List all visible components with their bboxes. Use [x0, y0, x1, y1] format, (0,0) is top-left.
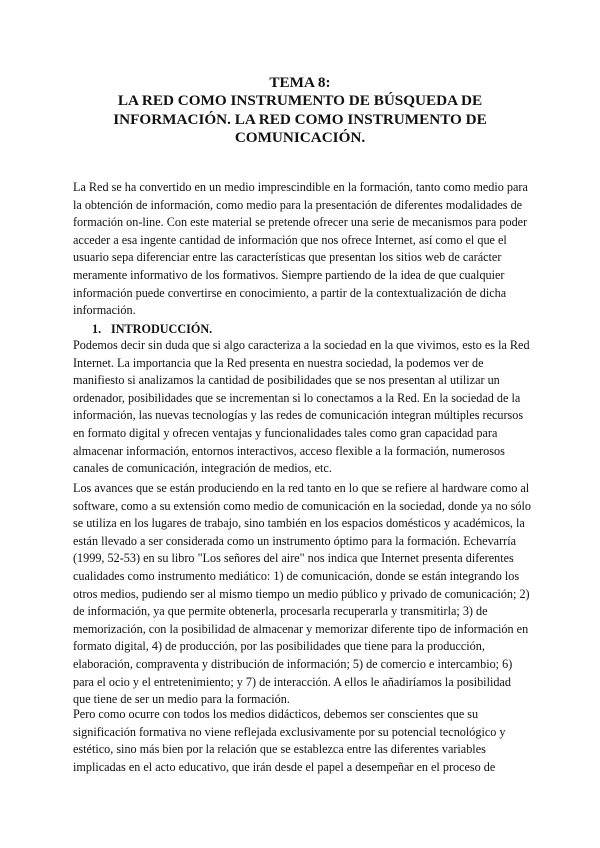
section-number: 1.: [92, 322, 102, 336]
text-line: de información, ya que permite obtenerla, procesarla recuperarla y transmitirla; 3) de: [73, 604, 488, 619]
text-line: elaboración, compraventa y distribución de información; 5) de comercio e intercambio; 6): [73, 656, 513, 671]
text-line: almacenar información, entornos interactivos, acceso flexible a la formación, numerosos: [73, 443, 505, 458]
section-heading: [92, 321, 212, 339]
text-line: significación formativa no viene reflejada exclusivamente por su potencial tecnológico y: [73, 724, 506, 739]
text-line: cualidades como instrumento mediático: 1) de comunicación, donde se están integrando los: [73, 568, 520, 583]
paragraph-2: [73, 480, 533, 709]
text-line: estético, sino más bien por la relación que se establezca entre las diferentes variables: [73, 742, 486, 757]
text-line: ordenador, posibilidades que se incrementan si lo conectamos a la Red. En la sociedad de la: [73, 390, 521, 405]
paragraph-1: [73, 337, 533, 478]
text-line: Pero como ocurre con todos los medios didácticos, debemos ser conscientes que su: [73, 707, 479, 721]
intro-paragraph: [73, 179, 533, 320]
text-line: para el ocio y el entretenimiento; y 7) de interacción. A ellos le añadiríamos la posibilidad: [73, 674, 511, 689]
text-line: memorización, con la posibilidad de almacenar y memorizar diferente tipo de información en: [73, 621, 529, 636]
text-line: en formato digital y ofrecen ventajas y funcionalidades tales como gran capacidad para: [73, 425, 498, 440]
text-line: otros medios, pudiendo ser al mismo tiempo un medio público y privado de comunicación; 2): [73, 586, 530, 601]
text-line: software, como a su extensión como medio de comunicación en la sociedad, donde ya no sólo: [73, 498, 531, 513]
text-line: información.: [73, 303, 136, 318]
text-line: canales de comunicación, integración de medios, etc.: [73, 461, 332, 476]
text-line: usuario sepa diferenciar entre las características que presentan los sitios web de carácter: [73, 250, 502, 265]
text-line: están llevado a ser considerada como un instrumento óptimo para la formación. Echevarría: [73, 533, 516, 548]
text-line: (1999, 52-53) en su libro "Los señores del aire" nos indica que Internet presenta diferentes: [73, 551, 514, 566]
title-line: INFORMACIÓN. LA RED COMO INSTRUMENTO DE: [113, 110, 487, 128]
text-line: información puede convertirse en conocimiento, a partir de la contextualización de dicha: [73, 285, 507, 300]
title-line: COMUNICACIÓN.: [234, 129, 366, 147]
text-line: acceder a esa ingente cantidad de información que nos ofrece Internet, así como el que el: [73, 232, 507, 247]
text-line: La Red se ha convertido en un medio imprescindible en la formación, tanto como medio para: [73, 180, 528, 194]
text-line: Podemos decir sin duda que si algo caracteriza a la sociedad en la que vivimos, esto es la Red: [73, 338, 530, 352]
title-line: LA RED COMO INSTRUMENTO DE BÚSQUEDA DE: [117, 92, 483, 110]
text-line: implicadas en el acto educativo, que irán desde el papel a desempeñar en el proceso de: [73, 759, 496, 774]
text-line: meramente informativo de los formativos. Siempre partiendo de la idea de que cualquier: [73, 267, 505, 282]
text-line: se utiliza en los lugares de trabajo, sino también en los espacios domésticos y académicos, la: [73, 516, 525, 531]
text-line: información, las nuevas tecnologías y las redes de comunicación integran múltiples recursos: [73, 408, 524, 423]
text-line: la obtención de información, como medio para la presentación de diferentes modalidades de: [73, 197, 523, 212]
text-line: manifiesto si analizamos la cantidad de posibilidades que se nos presentan al utilizar un: [73, 373, 500, 388]
text-line: formato digital, 4) de producción, por las posibilidades que tiene para la producción,: [73, 639, 485, 654]
title-line: TEMA 8:: [269, 74, 331, 91]
section-title: INTRODUCCIÓN.: [111, 322, 213, 336]
text-line: Internet. La importancia que la Red presenta en nuestra sociedad, la podemos ver de: [73, 355, 484, 370]
text-line: formación on-line. Con este material se pretende ofrecer una serie de mecanismos para poder: [73, 215, 528, 230]
text-line: que tiene de ser un medio para la formación.: [73, 692, 290, 707]
text-line: Los avances que se están produciendo en la red tanto en lo que se refiere al hardware como al: [73, 481, 530, 495]
document-title: [72, 74, 528, 148]
paragraph-3: [73, 706, 533, 776]
